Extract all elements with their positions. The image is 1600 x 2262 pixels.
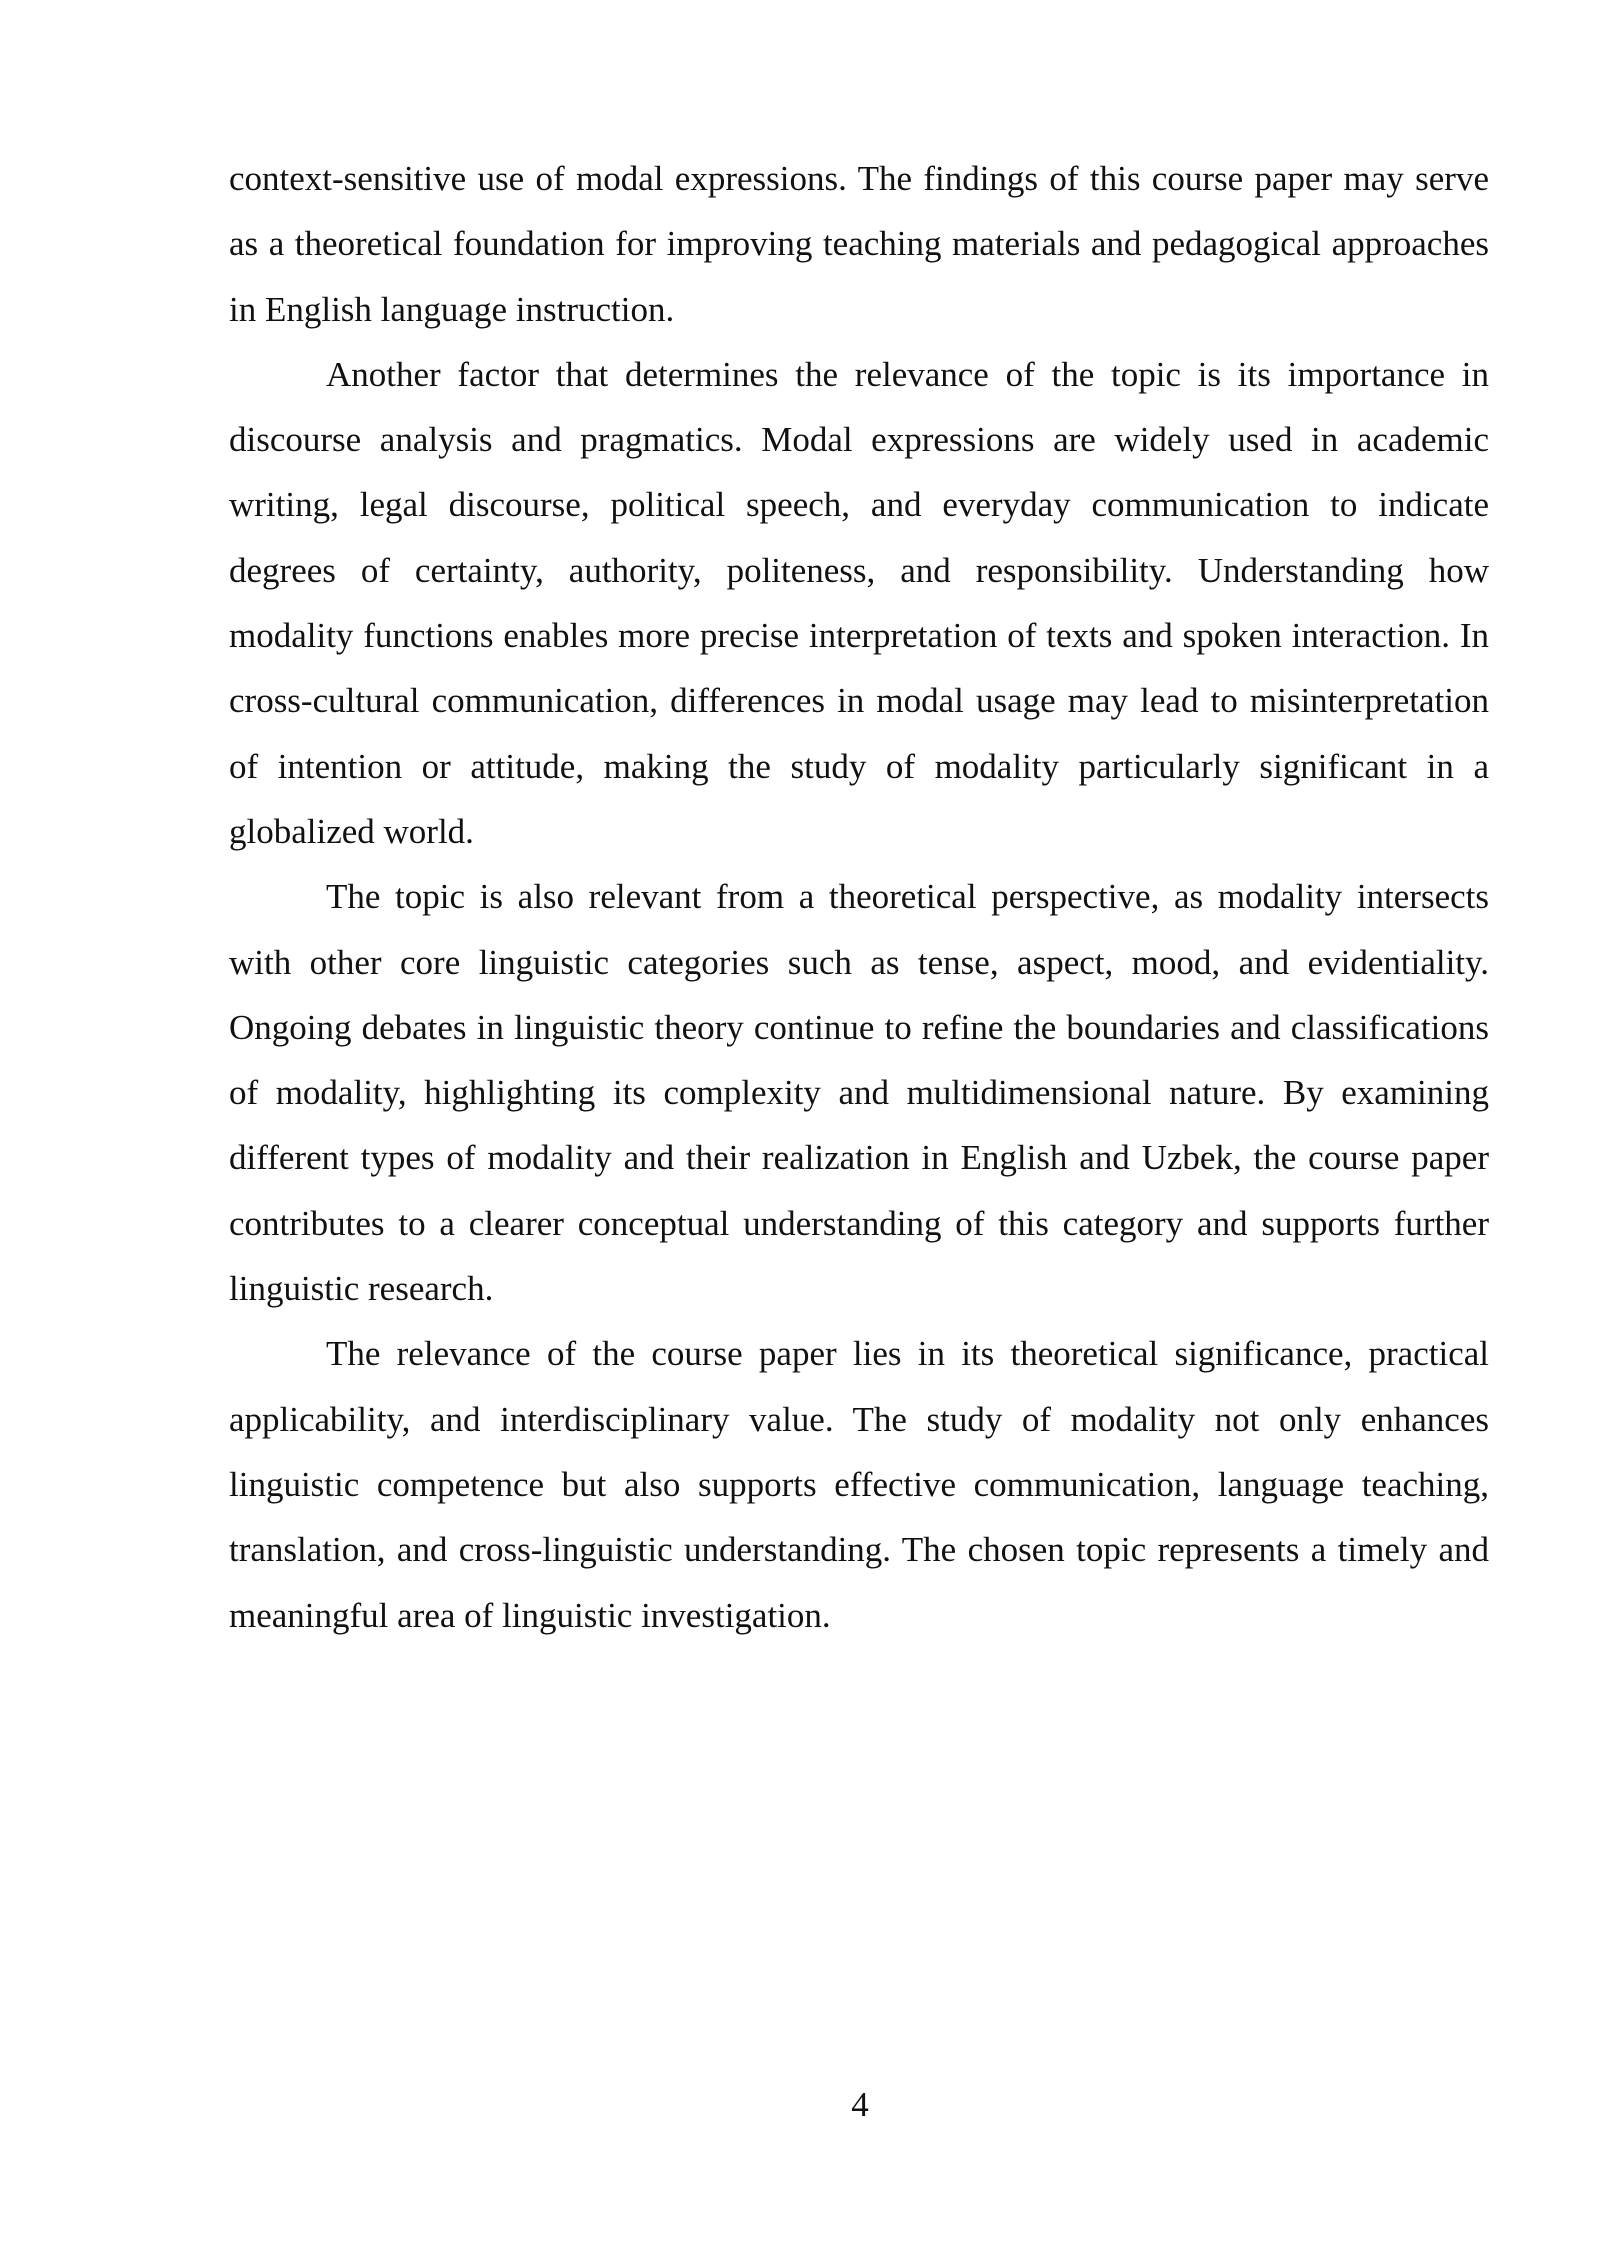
paragraph-discourse-relevance: Another factor that determines the relevance of the topic is its importance in discourse analysis and pragmatics. Modal expressions are widely used in academic writing, legal discourse, political speech, and everyday communication to indicate degrees of certainty, authority, politeness, and responsibility. Understanding how modality functions enables more precise interpretation of texts and spoken interaction. In cross-cultural communication, differences in modal usage may lead to misinterpretation of intention or attitude, making the study of modality particularly significant in a globalized world.	[229, 354, 1489, 851]
paragraph-continuation: context-sensitive use of modal expressions. The findings of this course paper may serve as a theoretical foundation for improving teaching materials and pedagogical approaches in English language instruction.	[229, 159, 1489, 329]
paragraph-conclusion-relevance: The relevance of the course paper lies in its theoretical significance, practical applicability, and interdisciplinary value. The study of modality not only enhances linguistic competence but also supports effective communication, language teaching, translation, and cross-linguistic understanding. The chosen topic represents a timely and meaningful area of linguistic investigation.	[229, 1334, 1489, 1635]
page-number: 4	[851, 2085, 869, 2124]
paragraph-theoretical-relevance: The topic is also relevant from a theoretical perspective, as modality intersects with other core linguistic categories such as tense, aspect, mood, and evidentiality. Ongoing debates in linguistic theory continue to refine the boundaries and classifications of modality, highlighting its complexity and multidimensional nature. By examining different types of modality and their realization in English and Uzbek, the course paper contributes to a clearer conceptual understanding of this category and supports further linguistic research.	[229, 877, 1489, 1309]
body-text	[229, 146, 1489, 1648]
